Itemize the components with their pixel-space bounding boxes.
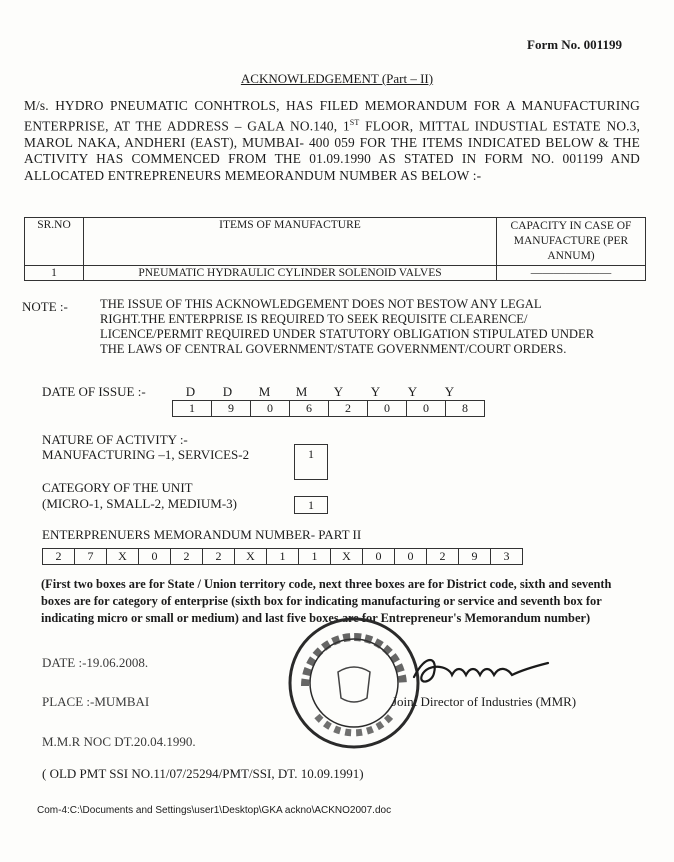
- nature-of-activity-title: NATURE OF ACTIVITY :-: [42, 432, 188, 447]
- date-header: Y: [370, 384, 381, 399]
- signature-icon: [408, 645, 553, 690]
- memo-cell: X: [235, 548, 267, 565]
- document-title: ACKNOWLEDGEMENT (Part – II): [240, 71, 434, 86]
- header-capacity: CAPACITY IN CASE OF MANUFACTURE (PER ANNUM): [497, 218, 646, 266]
- boxes-explanation: (First two boxes are for State / Union territory code, next three boxes are for District code, sixth and seventh boxes are for category of enterprise (sixth box for indicating manufacturing or service and seventh box for indicating micro or small or medium) and last five boxes are for Entrepreneur's Memorandum number): [41, 577, 612, 625]
- memo-cell: 2: [427, 548, 459, 565]
- date-cell: 1: [172, 400, 212, 417]
- directorate-seal-icon: [283, 612, 425, 754]
- date-cell: 0: [251, 400, 290, 417]
- memo-cell: 7: [75, 548, 107, 565]
- memo-cell: 0: [139, 548, 171, 565]
- memo-cell: 2: [42, 548, 75, 565]
- date-header: M: [258, 384, 271, 399]
- note-text: THE ISSUE OF THIS ACKNOWLEDGEMENT DOES NOT BESTOW ANY LEGAL RIGHT.THE ENTERPRISE IS REQUIRED TO SEEK REQUISITE CLEARENCE/ LICENCE/PERMIT REQUIRED UNDER STATUTORY OBLIGATION STIPULATED UNDER THE LAWS OF CENTRAL GOVERNMENT/STATE GOVERNMENT/COURT ORDERS.: [100, 297, 595, 356]
- note-label: NOTE :-: [22, 299, 68, 314]
- date-of-issue-label: DATE OF ISSUE :-: [42, 384, 146, 399]
- memo-cell: X: [331, 548, 363, 565]
- category-box: 1: [294, 496, 328, 514]
- issue-place: PLACE :-MUMBAI: [42, 694, 150, 709]
- date-header: Y: [333, 384, 344, 399]
- date-cell: 9: [212, 400, 251, 417]
- form-number: Form No. 001199: [527, 37, 622, 52]
- date-header: D: [222, 384, 233, 399]
- memo-cell: 1: [299, 548, 331, 565]
- issue-date: DATE :-19.06.2008.: [42, 655, 149, 670]
- intro-paragraph: M/s. HYDRO PNEUMATIC CONHTROLS, HAS FILED MEMORANDUM FOR A MANUFACTURING ENTERPRISE, AT THE ADDRESS – GALA NO.140, 1ST FLOOR, MITTAL INDUSTIAL ESTATE NO.3, MAROL NAKA, ANDHERI (EAST), MUMBAI- 400 059 FOR THE ITEMS INDICATED BELOW & THE ACTIVITY HAS COMMENCED FROM THE 01.09.1990 AS STATED IN FORM NO. 001199 AND ALLOCATED ENTREPRENEURS MEMEORANDUM NUMBER AS BELOW :-: [24, 98, 640, 183]
- date-cell: 6: [290, 400, 329, 417]
- row-sr: 1: [25, 266, 84, 281]
- date-cell: 8: [446, 400, 485, 417]
- nature-of-activity-box: 1: [294, 444, 328, 480]
- date-of-issue-headers: [172, 384, 468, 400]
- category-title: CATEGORY OF THE UNIT: [42, 480, 193, 495]
- memorandum-label: ENTERPRENUERS MEMORANDUM NUMBER- PART II: [42, 527, 362, 542]
- date-header: M: [295, 384, 308, 399]
- date-header: Y: [444, 384, 455, 399]
- signatory-title: Joint Director of Industries (MMR): [392, 694, 577, 709]
- memo-cell: 2: [171, 548, 203, 565]
- header-items: ITEMS OF MANUFACTURE: [84, 218, 497, 266]
- memo-cell: 3: [491, 548, 523, 565]
- nature-of-activity-options: MANUFACTURING –1, SERVICES-2: [42, 447, 250, 462]
- memo-cell: 0: [363, 548, 395, 565]
- row-capacity: ———————: [497, 266, 646, 281]
- old-pmt-reference: ( OLD PMT SSI NO.11/07/25294/PMT/SSI, DT. 10.09.1991): [42, 766, 364, 781]
- memo-cell: 2: [203, 548, 235, 565]
- header-sr-no: SR.NO: [25, 218, 84, 266]
- memorandum-grid: [42, 548, 523, 565]
- date-cell: 0: [368, 400, 407, 417]
- memo-cell: X: [107, 548, 139, 565]
- date-header: D: [185, 384, 196, 399]
- row-item: PNEUMATIC HYDRAULIC CYLINDER SOLENOID VALVES: [84, 266, 497, 281]
- category-options: (MICRO-1, SMALL-2, MEDIUM-3): [42, 496, 237, 511]
- file-path: Com-4:C:\Documents and Settings\user1\Desktop\GKA ackno\ACKNO2007.doc: [37, 805, 392, 816]
- memo-cell: 1: [267, 548, 299, 565]
- date-cell: 2: [329, 400, 368, 417]
- noc-reference: M.M.R NOC DT.20.04.1990.: [42, 734, 196, 749]
- date-header: Y: [407, 384, 418, 399]
- memo-cell: 0: [395, 548, 427, 565]
- items-table: [24, 217, 646, 281]
- table-row: [25, 266, 646, 281]
- date-cell: 0: [407, 400, 446, 417]
- memo-cell: 9: [459, 548, 491, 565]
- date-of-issue-grid: [172, 400, 485, 417]
